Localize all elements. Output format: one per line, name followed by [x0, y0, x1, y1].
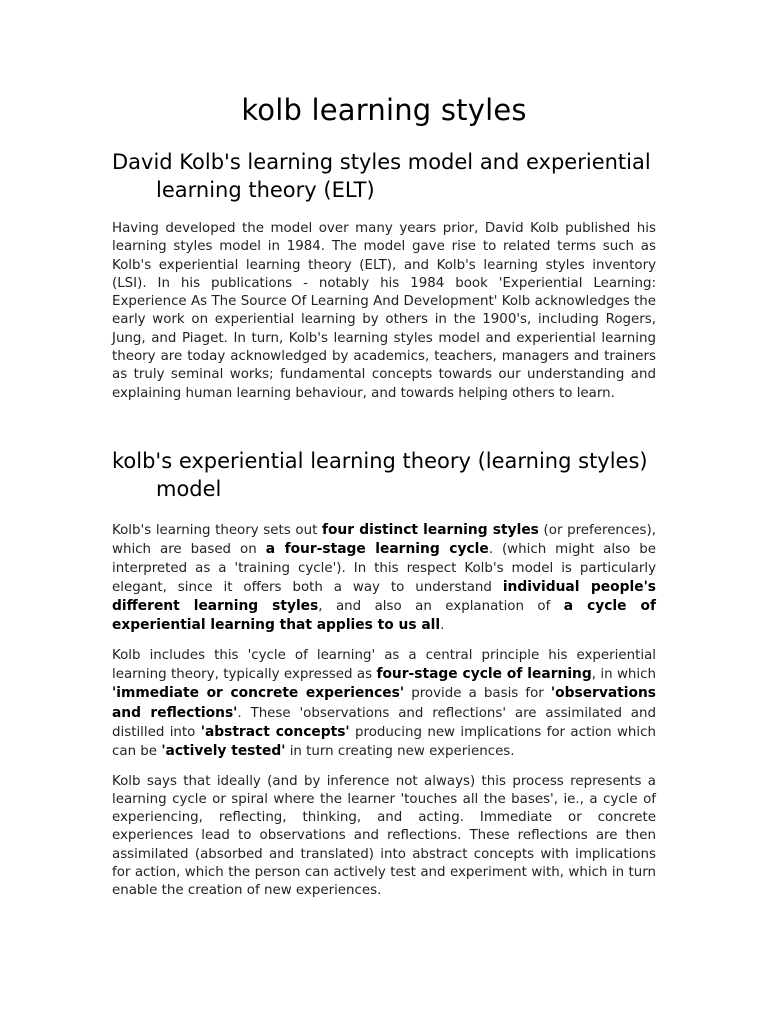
paragraph-cycle-of-learning: [112, 647, 656, 762]
bold-run: 'observations and reflections': [112, 685, 656, 721]
text-run: provide a basis for: [404, 686, 551, 702]
bold-run: a cycle of experiential learning that applies to us all: [112, 598, 656, 634]
page-title: kolb learning styles: [241, 93, 527, 127]
text-run: in turn creating new experiences.: [285, 744, 515, 760]
paragraph-learning-theory: [112, 521, 656, 636]
intro-paragraph: Having developed the model over many years prior, David Kolb published his learning styles model in 1984. The model gave rise to related terms such as Kolb's experiential learning theory (ELT), and Kolb's learning styles inventory (LSI). In his publications - notably his 1984 book 'Experiential Learning: Experience As The Source Of Learning And Development' Kolb acknowledges the early work on experiential learning by others in the 1900's, including Rogers, Jung, and Piaget. In turn, Kolb's learning styles model and experiential learning theory are today acknowledged by academics, teachers, managers and trainers as truly seminal works; fundamental concepts towards our understanding and explaining human learning behaviour, and towards helping others to learn.: [112, 221, 656, 401]
text-run: . These 'observations and reflections' are assimilated and distilled into: [112, 705, 657, 740]
document-page: [112, 92, 656, 901]
bold-run: a four-stage learning cycle: [265, 541, 489, 558]
bold-run: 'actively tested': [161, 743, 286, 760]
text-run: Kolb's learning theory sets out: [112, 522, 322, 538]
section-heading-elt: David Kolb's learning styles model and experiential learning theory (ELT): [112, 150, 651, 202]
bold-run: four distinct learning styles: [321, 521, 539, 538]
paragraph-learning-spiral: Kolb says that ideally (and by inference not always) this process represents a learning cycle or spiral where the learner 'touches all the bases', ie., a cycle of experiencing, reflecting, thinking, and acting. Immediate or concrete experiences lead to observations and reflections. These reflections are then assimilated (absorbed and translated) into abstract concepts with implications for action, which the person can actively test and experiment with, which in turn enable the creation of new experiences.: [112, 773, 656, 899]
text-run: , in which: [591, 667, 656, 683]
text-run: , and also an explanation of: [318, 599, 564, 615]
text-run: . (which might also be interpreted as a 'training cycle'). In this respect Kolb's model is particularly elegant, since it offers both a way to understand: [112, 542, 656, 595]
text-run: (or preferences), which are based on: [112, 522, 656, 558]
section-heading-model: kolb's experiential learning theory (learning styles) model: [112, 448, 648, 501]
bold-run: four-stage cycle of learning: [376, 666, 592, 683]
bold-run: 'immediate or concrete experiences': [112, 685, 405, 702]
bold-run: individual people's different learning styles: [112, 578, 656, 615]
bold-run: 'abstract concepts': [200, 723, 350, 740]
text-run: .: [440, 618, 445, 634]
text-run: Kolb includes this 'cycle of learning' as a central principle his experiential learning theory, typically expressed as: [112, 647, 656, 683]
text-run: producing new implications for action which can be: [112, 724, 656, 760]
